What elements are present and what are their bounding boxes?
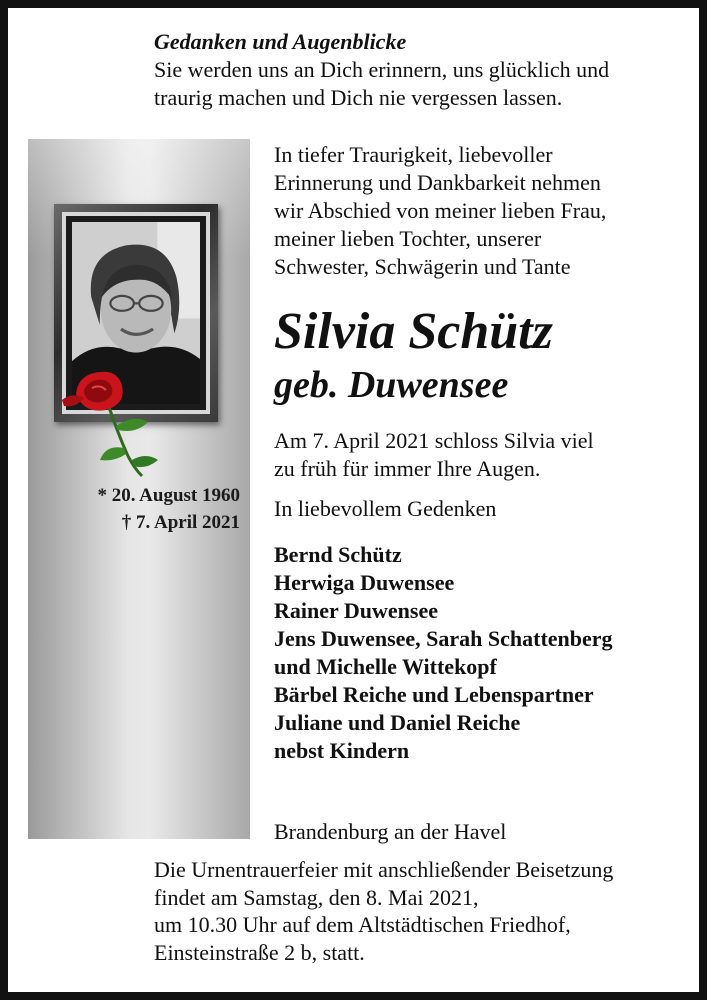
deceased-name: Silvia Schütz xyxy=(274,303,553,360)
funeral-line: um 10.30 Uhr auf dem Altstädtischen Friedhof, xyxy=(154,912,571,937)
funeral-line: findet am Samstag, den 8. Mai 2021, xyxy=(154,884,479,910)
death-paragraph xyxy=(274,427,694,483)
memory-line: In liebevollem Gedenken xyxy=(274,496,497,521)
death-date: † 7. April 2021 xyxy=(121,512,240,533)
mourner: Herwiga Duwensee xyxy=(274,570,455,595)
maiden-name: geb. Duwensee xyxy=(274,364,509,406)
intro-line: In tiefer Traurigkeit, liebevoller xyxy=(274,142,553,167)
intro-line: wir Abschied von meiner lieben Frau, xyxy=(274,198,607,223)
mourner: nebst Kindern xyxy=(274,738,410,763)
main-text xyxy=(274,141,694,765)
funeral-line: Einsteinstraße 2 b, statt. xyxy=(154,939,365,965)
intro-line: meiner lieben Tochter, unserer xyxy=(274,226,542,251)
mourner: Jens Duwensee, Sarah Schattenberg xyxy=(274,626,613,651)
motto-title: Gedanken und Augenblicke xyxy=(154,29,407,54)
red-rose-icon xyxy=(56,364,166,484)
death-line: Am 7. April 2021 schloss Silvia viel xyxy=(274,428,594,453)
motto-line: traurig machen und Dich nie vergessen lassen. xyxy=(154,85,563,110)
birth-date: * 20. August 1960 xyxy=(97,485,240,506)
life-dates xyxy=(28,482,240,536)
place-line: Brandenburg an der Havel xyxy=(274,819,507,844)
mourner: Bernd Schütz xyxy=(274,542,402,567)
intro-line: Schwester, Schwägerin und Tante xyxy=(274,254,571,279)
memorial-side-panel xyxy=(28,139,250,839)
mourners-list xyxy=(274,541,694,765)
mourner: Bärbel Reiche und Lebenspartner xyxy=(274,682,594,707)
intro-line: Erinnerung und Dankbarkeit nehmen xyxy=(274,170,601,195)
mourner: Rainer Duwensee xyxy=(274,598,438,623)
mourner: Juliane und Daniel Reiche xyxy=(274,710,521,735)
funeral-info xyxy=(154,856,694,966)
funeral-line: Die Urnentrauerfeier mit anschließender Beisetzung xyxy=(154,857,614,882)
intro-paragraph xyxy=(274,141,694,281)
mourner: und Michelle Wittekopf xyxy=(274,654,497,679)
death-line: zu früh für immer Ihre Augen. xyxy=(274,456,541,481)
motto-line: Sie werden uns an Dich erinnern, uns glücklich und xyxy=(154,57,610,82)
motto-block xyxy=(154,28,694,112)
